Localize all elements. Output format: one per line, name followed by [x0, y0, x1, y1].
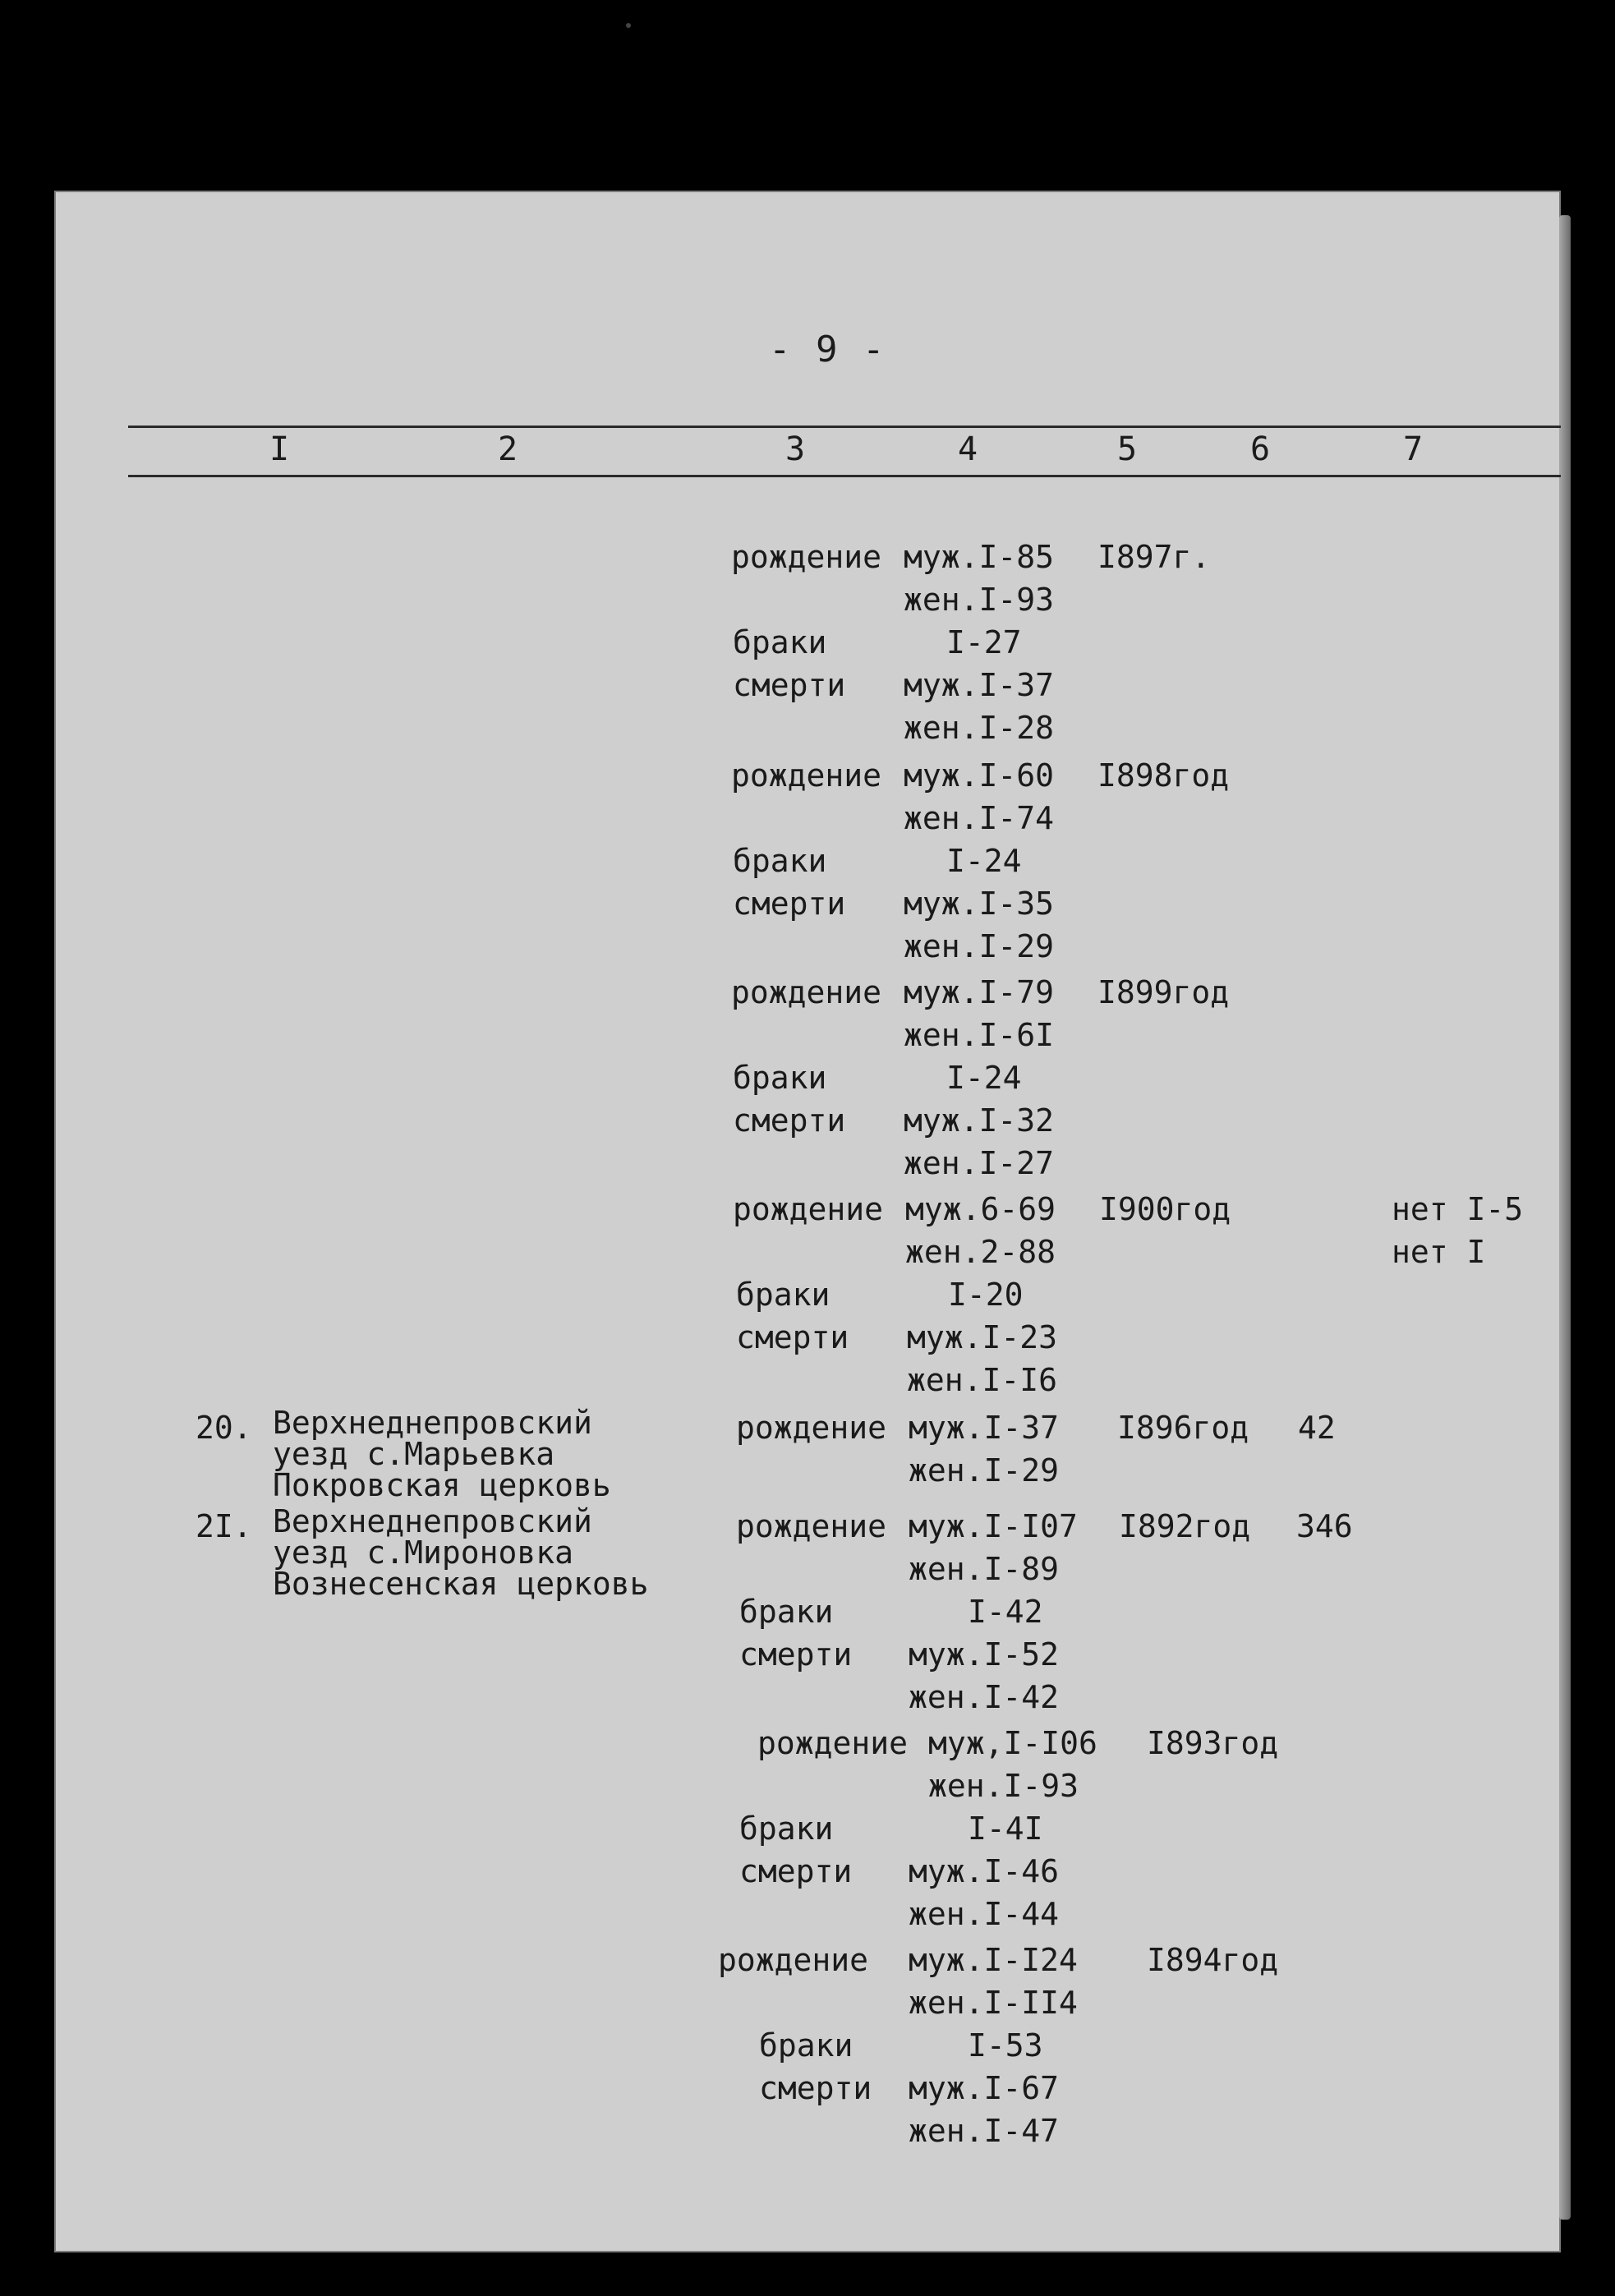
event-label: смерти: [736, 1319, 849, 1355]
speck: [626, 23, 631, 28]
count-value: жен.I-47: [909, 2113, 1060, 2149]
event-label: смерти: [733, 886, 846, 922]
event-label: смерти: [733, 1102, 846, 1139]
event-label: браки: [739, 1811, 834, 1847]
column-number-7: 7: [1403, 430, 1424, 468]
event-label: рождение: [731, 539, 882, 575]
place-line: уезд с.Марьевка: [273, 1436, 555, 1472]
count-value: жен.I-93: [904, 582, 1055, 618]
place-line: Вознесенская церковь: [273, 1566, 649, 1602]
count-value: муж.I-46: [909, 1853, 1060, 1889]
year-value: I896год: [1117, 1410, 1249, 1446]
count-value: жен.I-II4: [909, 1985, 1078, 2021]
count-value: I-4I: [968, 1811, 1043, 1847]
event-label: рождение: [736, 1508, 887, 1544]
year-value: I897г.: [1097, 539, 1211, 575]
place-line: уезд с.Мироновка: [273, 1535, 574, 1571]
year-value: I894год: [1147, 1942, 1279, 1978]
count-value: жен.I-28: [904, 710, 1055, 746]
event-label: рождение: [733, 1191, 884, 1227]
count-value: муж.6-69: [905, 1191, 1056, 1227]
year-value: I899год: [1097, 974, 1230, 1010]
count-value: муж,I-I06: [928, 1725, 1097, 1761]
place-line: Верхнеднепровский: [273, 1405, 592, 1441]
column-number-1: I: [269, 430, 290, 468]
count-value: жен.I-6I: [904, 1017, 1055, 1053]
count-value: жен.I-74: [904, 800, 1055, 836]
column-6-value: 42: [1298, 1410, 1336, 1446]
event-label: смерти: [739, 1636, 853, 1673]
column-number-2: 2: [498, 430, 518, 468]
event-label: браки: [736, 1277, 831, 1313]
count-value: муж.I-35: [904, 886, 1055, 922]
count-value: муж.I-67: [909, 2070, 1060, 2106]
event-label: смерти: [759, 2070, 872, 2106]
header-rule-bottom: [128, 475, 1561, 477]
count-value: муж.I-I24: [909, 1942, 1078, 1978]
count-value: муж.I-52: [909, 1636, 1060, 1673]
column-7-value: нет I: [1392, 1234, 1486, 1270]
count-value: I-27: [946, 624, 1022, 660]
count-value: I-24: [946, 1060, 1022, 1096]
event-label: рождение: [731, 757, 882, 794]
document-page: [54, 191, 1561, 2252]
year-value: I900год: [1099, 1191, 1231, 1227]
count-value: муж.I-32: [904, 1102, 1055, 1139]
column-number-3: 3: [785, 430, 806, 468]
event-label: смерти: [733, 667, 846, 703]
page-number: - 9 -: [769, 329, 886, 370]
year-value: I892год: [1119, 1508, 1251, 1544]
event-label: браки: [733, 624, 827, 660]
column-number-5: 5: [1117, 430, 1138, 468]
count-value: жен.I-93: [928, 1768, 1079, 1804]
page-edge: [1559, 215, 1571, 2220]
count-value: жен.I-89: [909, 1551, 1060, 1587]
event-label: рождение: [731, 974, 882, 1010]
event-label: браки: [733, 843, 827, 879]
count-value: жен.I-29: [904, 928, 1055, 964]
entry-number: 20.: [196, 1410, 252, 1446]
column-6-value: 346: [1296, 1508, 1353, 1544]
place-line: Покровская церковь: [273, 1467, 611, 1503]
year-value: I893год: [1147, 1725, 1279, 1761]
count-value: муж.I-60: [904, 757, 1055, 794]
column-7-value: нет I-5: [1392, 1191, 1524, 1227]
header-rule-top: [128, 426, 1561, 428]
count-value: жен.2-88: [905, 1234, 1056, 1270]
event-label: браки: [739, 1594, 834, 1630]
count-value: жен.I-29: [909, 1452, 1060, 1488]
event-label: рождение: [736, 1410, 887, 1446]
event-label: рождение: [718, 1942, 869, 1978]
entry-number: 2I.: [196, 1508, 252, 1544]
count-value: муж.I-37: [909, 1410, 1060, 1446]
count-value: муж.I-37: [904, 667, 1055, 703]
count-value: муж.I-79: [904, 974, 1055, 1010]
event-label: смерти: [739, 1853, 853, 1889]
event-label: браки: [759, 2027, 854, 2064]
year-value: I898год: [1097, 757, 1230, 794]
count-value: жен.I-27: [904, 1145, 1055, 1181]
column-number-4: 4: [958, 430, 978, 468]
count-value: I-20: [948, 1277, 1024, 1313]
event-label: браки: [733, 1060, 827, 1096]
count-value: муж.I-23: [907, 1319, 1058, 1355]
count-value: жен.I-42: [909, 1679, 1060, 1715]
column-number-6: 6: [1250, 430, 1271, 468]
count-value: жен.I-I6: [907, 1362, 1058, 1398]
count-value: муж.I-85: [904, 539, 1055, 575]
count-value: I-24: [946, 843, 1022, 879]
count-value: жен.I-44: [909, 1896, 1060, 1932]
count-value: муж.I-I07: [909, 1508, 1078, 1544]
place-line: Верхнеднепровский: [273, 1503, 592, 1539]
event-label: рождение: [757, 1725, 909, 1761]
count-value: I-53: [968, 2027, 1043, 2064]
count-value: I-42: [968, 1594, 1043, 1630]
